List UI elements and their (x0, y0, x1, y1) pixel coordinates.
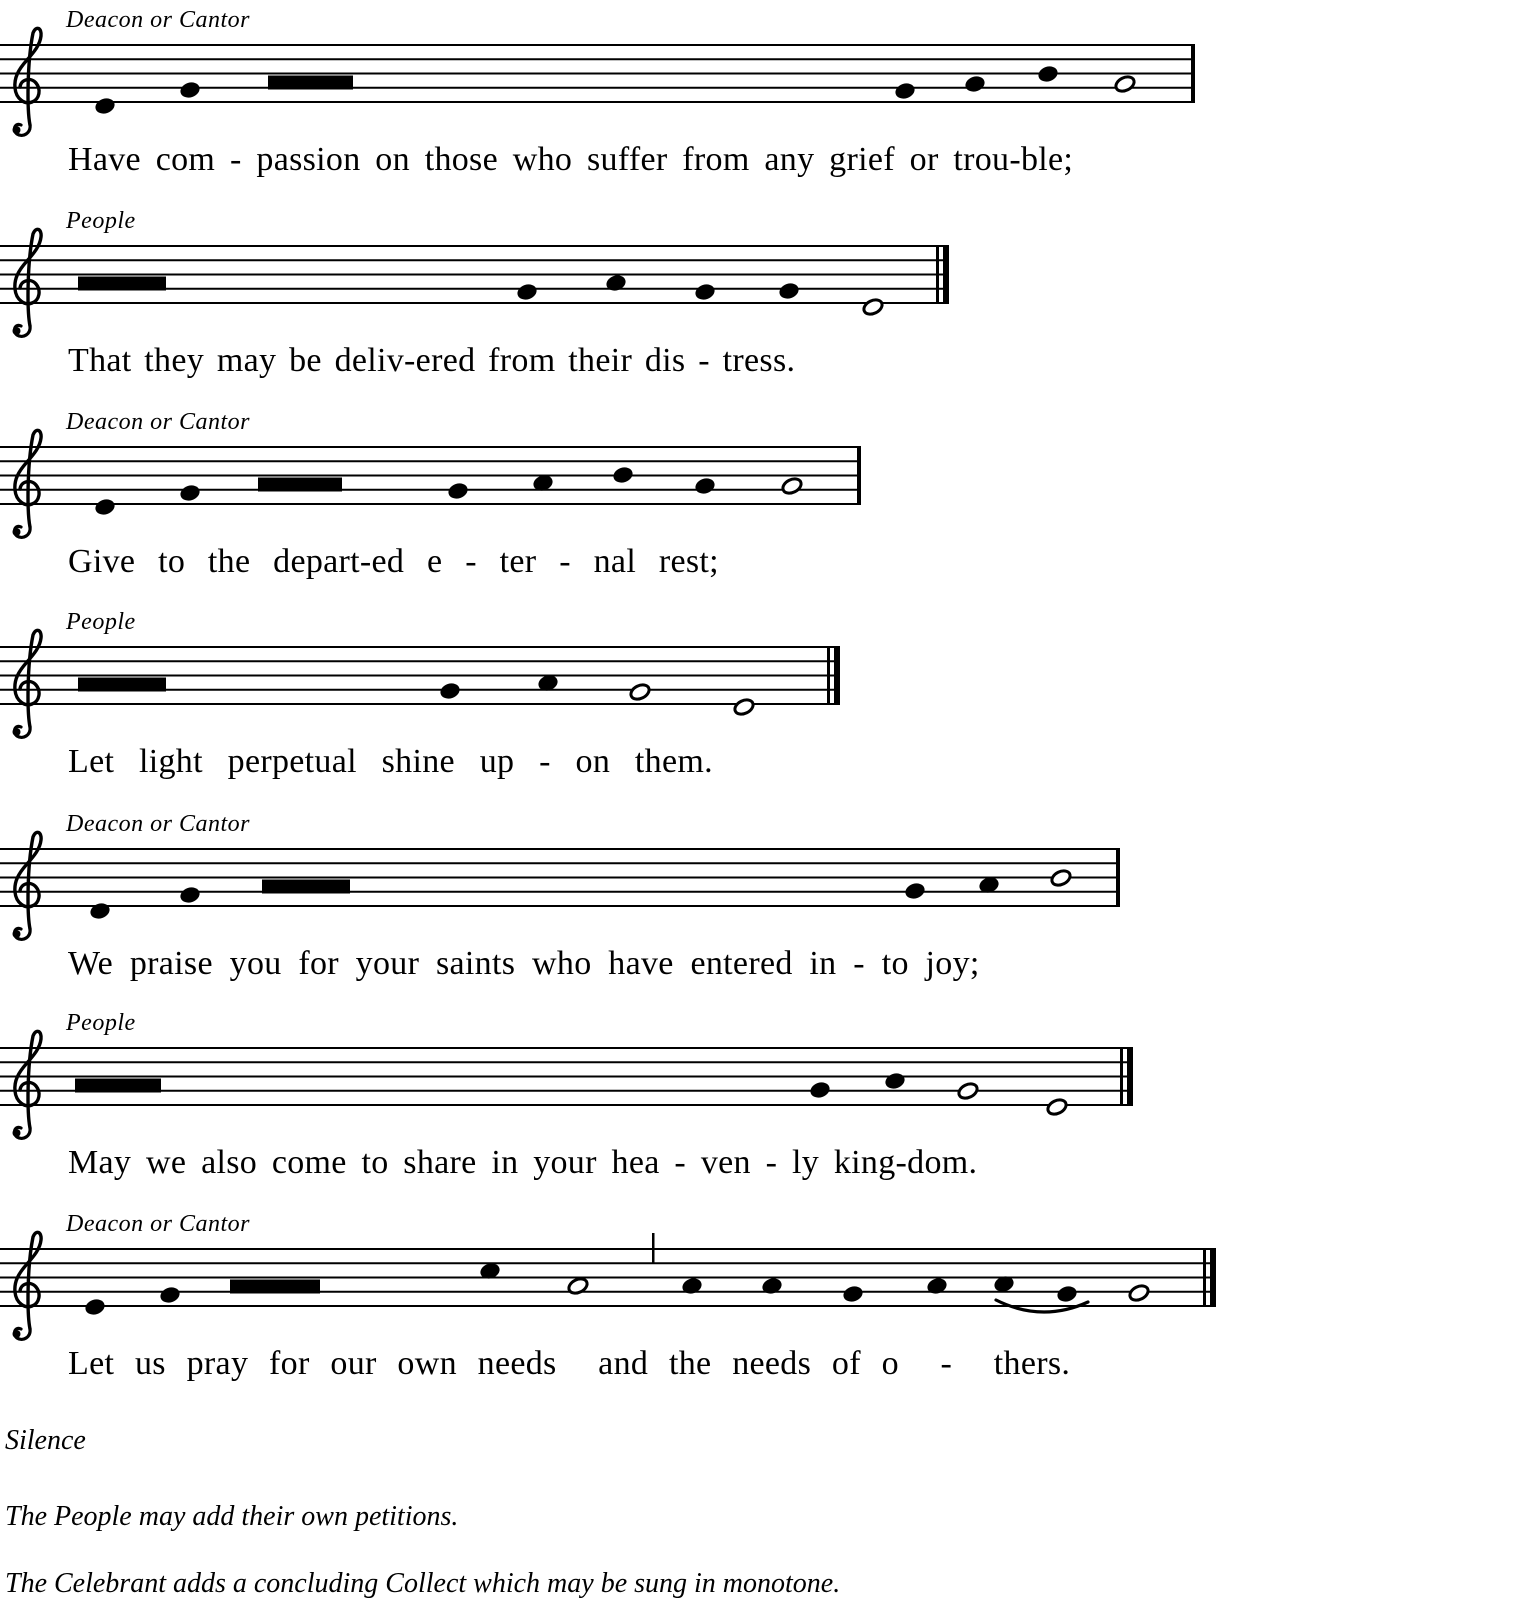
barline (1210, 1248, 1216, 1307)
voice-label: Deacon or Cantor (66, 1211, 250, 1237)
punctum-note (903, 881, 926, 901)
staff-line (0, 646, 840, 648)
barline (1127, 1047, 1133, 1106)
staff-line (0, 1305, 1216, 1307)
staff-line (0, 905, 1120, 907)
voice-label: Deacon or Cantor (66, 7, 250, 33)
staff-line (0, 1248, 1216, 1250)
punctum-note (893, 81, 916, 101)
staff-line (0, 245, 949, 247)
voice-label: People (66, 1010, 136, 1036)
staff-line (0, 703, 840, 705)
open-note (1050, 868, 1073, 888)
staff-line (0, 1291, 1216, 1293)
punctum-note (604, 273, 627, 293)
punctum-note (83, 1297, 106, 1317)
staff-line (0, 101, 1195, 103)
punctum-note (777, 281, 800, 301)
punctum-note (178, 483, 201, 503)
recitation-bar (78, 678, 166, 692)
voice-label: Deacon or Cantor (66, 811, 250, 837)
punctum-note (611, 465, 634, 485)
voice-label: Deacon or Cantor (66, 409, 250, 435)
staff-line (0, 87, 1195, 89)
open-note (629, 682, 652, 702)
punctum-note (925, 1276, 948, 1296)
punctum-note (93, 96, 116, 116)
staff-line (0, 660, 840, 662)
recitation-bar (75, 1079, 161, 1093)
staff-line (0, 1277, 1216, 1279)
barline (857, 446, 861, 505)
staff-line (0, 503, 861, 505)
barline (936, 245, 939, 304)
open-note (1128, 1283, 1151, 1303)
rubric-collect: The Celebrant adds a concluding Collect which may be sung in monotone. (5, 1568, 841, 1599)
open-note (567, 1276, 590, 1296)
barline (943, 245, 949, 304)
recitation-bar (268, 76, 353, 90)
recitation-bar (262, 880, 350, 894)
staff-line (0, 891, 1120, 893)
punctum-note (693, 282, 716, 302)
staff-line (0, 1061, 1133, 1063)
staff-line (0, 848, 1120, 850)
voice-label: People (66, 609, 136, 635)
punctum-note (88, 901, 111, 921)
open-note (957, 1081, 980, 1101)
punctum-note (841, 1284, 864, 1304)
lyric-line: May we also come to share in your hea - ven - ly king-dom. (68, 1144, 978, 1181)
staff-line (0, 44, 1195, 46)
barline (827, 646, 830, 705)
punctum-note (93, 497, 116, 517)
open-note (733, 697, 756, 717)
staff-line (0, 675, 840, 677)
punctum-note (515, 282, 538, 302)
punctum-note (760, 1276, 783, 1296)
lyric-line: That they may be deliv-ered from their dis - tress. (68, 342, 796, 379)
staff-line (0, 460, 861, 462)
lyric-line: Give to the depart-ed e - ter - nal rest; (68, 543, 719, 580)
barline (1203, 1248, 1206, 1307)
punctum-note (178, 885, 201, 905)
punctum-note (680, 1276, 703, 1296)
lyric-line: Let us pray for our own needs and the needs of o - thers. (68, 1345, 1071, 1382)
punctum-note (963, 74, 986, 94)
staff-line (0, 1262, 1216, 1264)
barline (834, 646, 840, 705)
staff-line (0, 862, 1120, 864)
punctum-note (158, 1285, 181, 1305)
recitation-bar (258, 478, 342, 492)
barline (1120, 1047, 1123, 1106)
punctum-note (883, 1071, 906, 1091)
staff-line (0, 1076, 1133, 1078)
recitation-bar (230, 1280, 320, 1294)
staff-line (0, 446, 861, 448)
staff-line (0, 302, 949, 304)
open-note (862, 297, 885, 317)
staff-line (0, 58, 1195, 60)
punctum-note (693, 476, 716, 496)
punctum-note (808, 1080, 831, 1100)
rubric-petitions: The People may add their own petitions. (5, 1501, 459, 1532)
lyric-line: We praise you for your saints who have entered in - to joy; (68, 945, 980, 982)
lyric-line: Have com - passion on those who suffer from any grief or trou-ble; (68, 141, 1074, 178)
barline (1116, 848, 1120, 907)
rubric-silence: Silence (5, 1425, 86, 1456)
punctum-note (178, 80, 201, 100)
staff-line (0, 259, 949, 261)
punctum-note (446, 481, 469, 501)
open-note (1046, 1097, 1069, 1117)
staff-line (0, 877, 1120, 879)
staff-line (0, 1047, 1133, 1049)
open-note (1114, 74, 1137, 94)
recitation-bar (78, 277, 166, 291)
staff-line (0, 489, 861, 491)
quarter-barline (652, 1233, 655, 1264)
open-note (781, 476, 804, 496)
voice-label: People (66, 208, 136, 234)
punctum-note (1036, 64, 1059, 84)
punctum-note (438, 681, 461, 701)
staff-line (0, 73, 1195, 75)
punctum-note (1055, 1284, 1078, 1304)
lyric-line: Let light perpetual shine up - on them. (68, 743, 713, 780)
staff-line (0, 274, 949, 276)
staff-line (0, 475, 861, 477)
barline (1191, 44, 1195, 103)
staff-line (0, 1104, 1133, 1106)
